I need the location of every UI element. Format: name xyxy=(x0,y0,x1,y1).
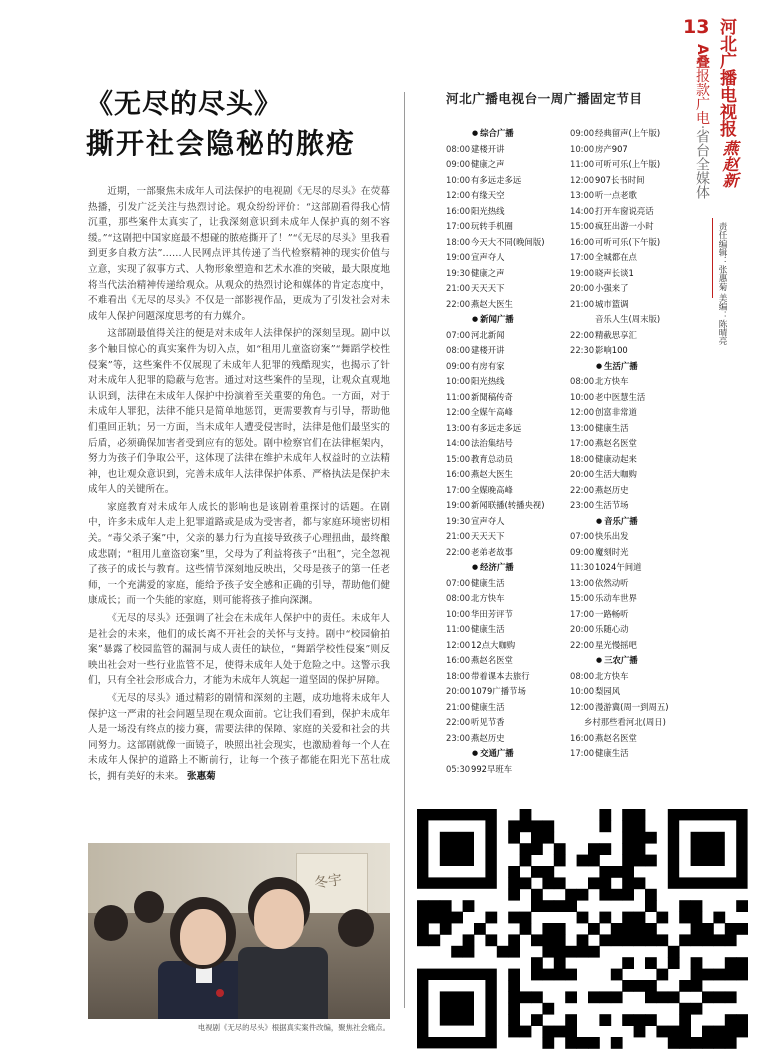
section-word: 叠 xyxy=(694,54,710,69)
schedule-program: 创富非常道 xyxy=(595,407,637,417)
schedule-time: 16:00 xyxy=(446,205,471,216)
schedule-program: 华田芳评节 xyxy=(471,608,513,619)
schedule-time: 15:00 xyxy=(570,593,595,603)
schedule-time: 21:00 xyxy=(446,283,471,293)
schedule-time: 11:00 xyxy=(446,391,471,402)
schedule-row xyxy=(570,142,700,158)
schedule-program: 疯狂出游一小时 xyxy=(595,221,654,231)
headline-title: 《无尽的尽头》 xyxy=(86,89,282,120)
schedule-time: 12:00 xyxy=(446,190,471,200)
schedule-program: 玩转手机圈 xyxy=(471,221,513,231)
schedule-program: 全媒午高峰 xyxy=(471,407,513,417)
schedule-time: 08:00 xyxy=(446,593,471,603)
schedule-row xyxy=(570,560,700,576)
schedule-time: 21:00 xyxy=(446,701,471,712)
schedule-program: 乐随心动 xyxy=(595,624,629,634)
schedule-channel-heading: ● 交通广播 xyxy=(446,746,576,762)
schedule-time: 07:00 xyxy=(446,329,471,340)
schedule-row xyxy=(446,343,576,359)
schedule-row xyxy=(570,297,700,313)
schedule-program: 魔刻时光 xyxy=(595,546,629,557)
schedule-time: 12:00 xyxy=(570,174,595,185)
schedule-time: 10:00 xyxy=(446,608,471,619)
schedule-time: 08:00 xyxy=(570,670,595,681)
schedule-row xyxy=(570,576,700,592)
article-paragraph: 近期，一部聚焦未成年人司法保护的电视剧《无尽的尽头》在荧幕热播，引发广泛关注与热烈讨论。观众纷纷评价：“这部剧看得我心情沉重，那些案件太真实了，让我深刻意识到未成年人保护真的刻不容缓。”“这剧把中国家庭最不想碰的脓疮撕开了！”“《无尽的尽头》里我看到更多自救方法”……人民网点评其传递了当代检察精神的现实价值与立意，实现了叙事方式、人物形象塑造和艺术水准的突破，最大限度地将当代法治精神传递给观众。从观众的热烈讨论和媒体的肯定态度中，不难看出《无尽的尽头》不仅是一部影视作品，更成为了引发社会对未成年人保护问题深度思考的有力媒介。 xyxy=(88,186,390,322)
headline xyxy=(86,88,416,162)
newspaper-script-logo: 燕赵新 xyxy=(720,140,739,188)
schedule-program: 天天天下 xyxy=(471,531,505,541)
schedule-row xyxy=(446,452,576,468)
schedule-time: 07:00 xyxy=(446,577,471,588)
schedule-channel-heading: ● 新闻广播 xyxy=(446,312,576,328)
schedule-time: 18:00 xyxy=(570,453,595,464)
schedule-program: 带着课本去旅行 xyxy=(471,670,530,681)
schedule-row xyxy=(570,421,700,437)
schedule-time: 17:00 xyxy=(446,484,471,495)
schedule-title: 河北广播电视台一周广播固定节目 xyxy=(446,91,643,106)
schedule-program: 健康之声 xyxy=(471,159,505,169)
schedule-row xyxy=(446,359,576,375)
schedule-time: 16:00 xyxy=(446,655,471,665)
schedule-time: 22:00 xyxy=(570,329,595,340)
schedule-row xyxy=(570,281,700,297)
crowd-head xyxy=(94,905,128,941)
schedule-time: 20:00 xyxy=(446,686,471,696)
schedule-row xyxy=(570,374,700,390)
schedule-time: 11:30 xyxy=(570,562,595,572)
schedule-program-continued: 乡村那些看河北(周日) xyxy=(584,717,666,727)
schedule-time: 07:00 xyxy=(570,531,595,541)
schedule-program: 打开车窗说亮话 xyxy=(595,205,654,216)
section-letter: A xyxy=(694,44,710,55)
schedule-row xyxy=(570,452,700,468)
schedule-row xyxy=(446,514,576,530)
section-subtitle-end: 省台全媒体 xyxy=(694,129,710,200)
schedule-time: 05:30 xyxy=(446,763,471,774)
schedule-program: 健康生活 xyxy=(595,748,629,758)
schedule-row xyxy=(570,483,700,499)
schedule-program: 老弟老故事 xyxy=(471,546,513,557)
schedule-program: 建楼开讲 xyxy=(471,345,505,355)
schedule-column-left xyxy=(446,126,576,777)
schedule-row xyxy=(446,235,576,251)
masthead-rule xyxy=(712,218,713,298)
schedule-time: 16:00 xyxy=(570,236,595,247)
schedule-program: 健康动起来 xyxy=(595,453,637,464)
schedule-program: 漫游冀(周一到周五) xyxy=(595,701,669,712)
schedule-row xyxy=(446,576,576,592)
schedule-row xyxy=(570,436,700,452)
article-author: 张惠菊 xyxy=(187,770,216,782)
schedule-row xyxy=(446,328,576,344)
schedule-time: 09:00 xyxy=(570,128,595,138)
schedule-row xyxy=(446,669,576,685)
schedule-program: 燕赵历史 xyxy=(595,484,629,495)
man-face xyxy=(254,889,304,949)
schedule-time: 19:00 xyxy=(570,267,595,278)
schedule-row xyxy=(570,390,700,406)
poster-calligraphy: 冬宇 xyxy=(313,872,344,892)
schedule-time: 09:00 xyxy=(446,159,471,169)
schedule-program: 健康生活 xyxy=(471,577,505,588)
schedule-row xyxy=(570,669,700,685)
schedule-column-right xyxy=(570,126,700,762)
schedule-time: 13:00 xyxy=(446,422,471,433)
schedule-time: 10:00 xyxy=(446,174,471,185)
schedule-row xyxy=(446,700,576,716)
schedule-program: 快乐出发 xyxy=(595,531,629,541)
schedule-time: 16:00 xyxy=(570,732,595,743)
schedule-row xyxy=(446,638,576,654)
schedule-program: 12点大咖购 xyxy=(471,639,516,650)
schedule-program: 听见节香 xyxy=(471,717,505,727)
article-paragraph: 家庭教育对未成年人成长的影响也是该剧着重探讨的话题。在剧中，许多未成年人走上犯罪道路或是成为受害者，都与家庭环境密切相关。“毒父杀子案”中，父亲的暴力行为直接导致孩子心理扭曲，最终酿成悲剧；“租用儿童盗窃案”里，父母为了利益将孩子“出租”，完全忽视了孩子的成长与教育。这些情节深刻地反映出，父母是孩子的第一任老师，一个充满爱的家庭，能给予孩子安全感和正确的引导，帮助他们健康成长；而一个失能的家庭，则可能将孩子推向深渊。 xyxy=(88,501,390,607)
schedule-program: 北方快车 xyxy=(595,670,629,681)
schedule-program: 健康生活 xyxy=(471,701,505,712)
schedule-time: 22:00 xyxy=(570,639,595,650)
schedule-time: 14:00 xyxy=(446,438,471,448)
schedule-time: 17:00 xyxy=(570,252,595,262)
article-paragraph: 这部剧最值得关注的便是对未成年人法律保护的深刻呈现。剧中以多个触目惊心的真实案件为切入点，如“租用儿童盗窃案”“舞蹈学校性侵案”等，这些案件不仅展现了未成年人犯罪的残酷现实，也揭示了针对未成年人犯罪的隐蔽与危害。通过对这些案件的呈现，让观众直观地认识到，法律在未成年人保护中扮演着至关重要的角色。一方面，对于未成年人罪犯，法律不能只是简单地惩罚，更需要教育与引导，帮助他们重回正轨；另一方面，当未成年人遭受侵害时，法律是他们最坚实的后盾，必须确保加害者受到应有的惩处。剧中检察官们在法律框架内，努力为孩子们争取公平，这体现了法律在维护未成年人权益时的立法精神，也让观众意识到，完善未成年人法律保护体系、严格执法是保护未成年人的关键所在。 xyxy=(88,328,390,496)
schedule-program: 全城都在点 xyxy=(595,252,637,262)
schedule-program: 新聞稿传奇 xyxy=(471,391,513,402)
schedule-row xyxy=(570,529,700,545)
schedule-channel-heading: ● 三农广播 xyxy=(570,653,700,669)
schedule-time: 15:00 xyxy=(446,453,471,464)
schedule-program: 星光慢摇吧 xyxy=(595,639,637,650)
schedule-row xyxy=(446,529,576,545)
schedule-time: 23:00 xyxy=(446,732,471,743)
schedule-program: 听一点老歌 xyxy=(595,190,637,200)
schedule-row xyxy=(570,467,700,483)
schedule-program: 健康生活 xyxy=(471,624,505,634)
schedule-row xyxy=(446,374,576,390)
schedule-time: 10:00 xyxy=(570,686,595,696)
schedule-time: 12:00 xyxy=(570,701,595,712)
schedule-row xyxy=(446,188,576,204)
schedule-row xyxy=(446,281,576,297)
schedule-row xyxy=(570,746,700,762)
schedule-row xyxy=(446,204,576,220)
schedule-time: 20:00 xyxy=(570,469,595,479)
schedule-program: 一路畅听 xyxy=(595,608,629,619)
schedule-row xyxy=(570,545,700,561)
schedule-time: 22:00 xyxy=(446,717,471,727)
qr-code[interactable] xyxy=(405,803,762,1060)
schedule-row xyxy=(446,436,576,452)
man-jacket xyxy=(238,947,328,1019)
schedule-row xyxy=(446,591,576,607)
schedule-program: 可听可乐(上午版) xyxy=(595,159,661,169)
schedule-time: 17:00 xyxy=(446,221,471,231)
schedule-program: 有缘天空 xyxy=(471,190,505,200)
qr-code-graphic xyxy=(405,803,762,1060)
schedule-program: 今天大不同(晚间版) xyxy=(471,236,545,247)
schedule-program: 依然动听 xyxy=(595,577,629,588)
schedule-program-continued: 音乐人生(周末版) xyxy=(595,314,661,324)
schedule-program: 晓声长谈1 xyxy=(595,267,634,278)
schedule-program: 燕赵名医堂 xyxy=(595,438,637,448)
schedule-time: 20:00 xyxy=(570,624,595,634)
article-paragraph: 《无尽的尽头》还强调了社会在未成年人保护中的责任。未成年人是社会的未来，他们的成长离不开社会的关怀与支持。剧中“校园偷拍案”暴露了校园监管的漏洞与成人责任的缺位，“舞蹈学校性侵案”则反映出社会对一些行业监管不足，使得未成年人处于危险之中。这警示我们，只有全社会形成合力，才能为未成年人筑起一道坚固的保护屏障。 xyxy=(88,613,390,687)
schedule-channel-heading: ● 经济广播 xyxy=(446,560,576,576)
schedule-program: 健康之声 xyxy=(471,267,505,278)
schedule-row xyxy=(446,142,576,158)
schedule-program: 宣声夺人 xyxy=(471,252,505,262)
schedule-time: 22:30 xyxy=(570,345,595,355)
schedule-row xyxy=(446,421,576,437)
schedule-time: 09:00 xyxy=(446,360,471,371)
schedule-row xyxy=(570,498,700,514)
schedule-program: 北方快车 xyxy=(595,376,629,386)
schedule-row xyxy=(446,219,576,235)
schedule-row xyxy=(446,715,576,731)
schedule-program: 房产907 xyxy=(595,143,628,154)
newspaper-name: 河北广播电视报 xyxy=(716,18,736,137)
schedule-program: 北方快车 xyxy=(471,593,505,603)
schedule-program: 有房有家 xyxy=(471,360,505,371)
schedule-time: 19:30 xyxy=(446,267,471,278)
article-paragraph xyxy=(88,691,390,785)
schedule-row xyxy=(570,405,700,421)
schedule-row xyxy=(570,126,700,142)
schedule-program: 全媒晚高峰 xyxy=(471,484,513,495)
schedule-time: 22:00 xyxy=(446,298,471,309)
schedule-row xyxy=(570,343,700,359)
schedule-time: 11:00 xyxy=(570,159,595,169)
photo-caption: 电视剧《无尽的尽头》根据真实案件改编，聚焦社会痛点。 xyxy=(197,1023,390,1032)
schedule-row xyxy=(570,235,700,251)
schedule-row xyxy=(446,266,576,282)
schedule-row xyxy=(446,250,576,266)
section-separator: · xyxy=(694,124,710,130)
schedule-time: 10:00 xyxy=(570,391,595,402)
schedule-time: 08:00 xyxy=(570,376,595,386)
schedule-time: 10:00 xyxy=(446,376,471,386)
schedule-program: 健康生活 xyxy=(595,422,629,433)
schedule-time: 23:00 xyxy=(570,500,595,510)
schedule-time: 17:00 xyxy=(570,748,595,758)
schedule-program: 河北新闻 xyxy=(471,329,505,340)
article-paragraph-text: 《无尽的尽头》通过精彩的剧情和深刻的主题，成功地将未成年人保护这一严肃的社会问题呈现在观众面前。它让我们看到，保护未成年人是一场没有终点的接力赛，需要法律的保障、家庭的关爱和社会的共同努力。这部剧就像一面镜子，映照出社会现实，也激励着每一个人在未成年人保护的道路上不断前行，让每一个孩子都能在阳光下茁壮成长，拥有美好的未来。 xyxy=(88,693,390,782)
schedule-program: 乐动车世界 xyxy=(595,593,637,603)
schedule-time: 18:00 xyxy=(446,236,471,247)
schedule-row xyxy=(570,328,700,344)
schedule-program: 城市篮调 xyxy=(595,298,629,309)
schedule-row xyxy=(446,483,576,499)
uniform-badge xyxy=(216,989,224,997)
schedule-row xyxy=(570,219,700,235)
schedule-time: 19:30 xyxy=(446,515,471,526)
schedule-row xyxy=(570,638,700,654)
schedule-program: 建楼开讲 xyxy=(471,143,505,154)
schedule-channel-heading: ● 音乐广播 xyxy=(570,514,700,530)
schedule-time: 13:00 xyxy=(570,190,595,200)
schedule-row xyxy=(570,684,700,700)
schedule-program: 有多远走多远 xyxy=(471,174,522,185)
schedule-program: 小强来了 xyxy=(595,283,629,293)
schedule-row xyxy=(570,591,700,607)
schedule-program: 经典留声(上午版) xyxy=(595,128,661,138)
schedule-time: 22:00 xyxy=(570,484,595,495)
schedule-time: 17:00 xyxy=(570,608,595,619)
crowd-head xyxy=(338,909,374,947)
schedule-program: 燕赵名医堂 xyxy=(471,655,513,665)
schedule-row xyxy=(446,157,576,173)
schedule-program: 精截思享汇 xyxy=(595,329,637,340)
schedule-time: 13:00 xyxy=(570,422,595,433)
schedule-program: 教育总动员 xyxy=(471,453,513,464)
schedule-program: 可听可乐(下午版) xyxy=(595,236,661,247)
editor-credits: 责任编辑：张惠菊 美编：陈晴亮 xyxy=(717,222,727,346)
schedule-time: 09:00 xyxy=(570,546,595,557)
schedule-row xyxy=(446,762,576,778)
section-label xyxy=(694,44,710,199)
schedule-time: 20:00 xyxy=(570,283,595,293)
schedule-row xyxy=(446,545,576,561)
schedule-program: 梨园风 xyxy=(595,686,621,696)
schedule-channel-heading: ● 综合广播 xyxy=(446,126,576,142)
schedule-row xyxy=(446,173,576,189)
schedule-channel-heading: ● 生活广播 xyxy=(570,359,700,375)
schedule-program: 燕赵名医堂 xyxy=(595,732,637,743)
section-subtitle: 报款广电 xyxy=(694,68,710,125)
schedule-time: 12:00 xyxy=(570,407,595,417)
schedule-row xyxy=(570,622,700,638)
schedule-program: 法治集结号 xyxy=(471,438,513,448)
article-body xyxy=(88,184,390,787)
schedule-row xyxy=(446,297,576,313)
schedule-time: 10:00 xyxy=(570,143,595,154)
schedule-program: 燕赵大医生 xyxy=(471,469,513,479)
schedule-program: 生活节场 xyxy=(595,500,629,510)
headline-subtitle: 撕开社会隐秘的脓疮 xyxy=(86,127,357,160)
schedule-row xyxy=(446,405,576,421)
schedule-time: 14:00 xyxy=(570,205,595,216)
schedule-row xyxy=(570,731,700,747)
schedule-time: 08:00 xyxy=(446,143,471,154)
schedule-time: 19:00 xyxy=(446,252,471,262)
schedule-row xyxy=(446,607,576,623)
schedule-time: 21:00 xyxy=(570,298,595,309)
schedule-program: 燕赵大医生 xyxy=(471,298,513,309)
schedule-row xyxy=(570,607,700,623)
schedule-program: 影响100 xyxy=(595,345,628,355)
schedule-row xyxy=(446,653,576,669)
schedule-program: 天天天下 xyxy=(471,283,505,293)
prosecutor-face xyxy=(180,909,226,965)
schedule-row xyxy=(570,173,700,189)
drama-still-photo xyxy=(88,843,390,1019)
schedule-time: 17:00 xyxy=(570,438,595,448)
schedule-time: 08:00 xyxy=(446,345,471,355)
schedule-program: 有多远走多远 xyxy=(471,422,522,433)
schedule-program: 阳光热线 xyxy=(471,376,505,386)
schedule-program: 燕赵历史 xyxy=(471,732,505,743)
schedule-program: 阳光热线 xyxy=(471,205,505,216)
schedule-time: 12:00 xyxy=(446,407,471,417)
schedule-program: 1079广播节场 xyxy=(471,686,526,696)
schedule-program: 907长书时间 xyxy=(595,174,645,185)
schedule-row xyxy=(446,622,576,638)
schedule-program: 老中医慧生活 xyxy=(595,391,646,402)
schedule-time: 19:00 xyxy=(446,500,471,510)
schedule-row xyxy=(446,498,576,514)
schedule-time: 11:00 xyxy=(446,624,471,634)
schedule-row xyxy=(570,157,700,173)
schedule-time: 12:00 xyxy=(446,639,471,650)
schedule-row xyxy=(570,250,700,266)
schedule-row xyxy=(570,700,700,716)
schedule-row xyxy=(570,204,700,220)
schedule-row xyxy=(446,467,576,483)
schedule-row xyxy=(446,684,576,700)
schedule-program: 1024午间道 xyxy=(595,562,642,572)
schedule-program: 新闻联播(转播央视) xyxy=(471,500,545,510)
schedule-time: 16:00 xyxy=(446,469,471,479)
page-number: 13 xyxy=(683,16,710,38)
crowd-head xyxy=(134,891,164,923)
schedule-row xyxy=(570,266,700,282)
schedule-program: 生活大咖购 xyxy=(595,469,637,479)
schedule-time: 18:00 xyxy=(446,670,471,681)
schedule-program: 宣声夺人 xyxy=(471,515,505,526)
schedule-row xyxy=(446,731,576,747)
schedule-time: 15:00 xyxy=(570,221,595,231)
schedule-time: 13:00 xyxy=(570,577,595,588)
schedule-time: 22:00 xyxy=(446,546,471,557)
schedule-time: 21:00 xyxy=(446,531,471,541)
schedule-row xyxy=(570,188,700,204)
schedule-program: 992早班车 xyxy=(471,763,513,774)
schedule-row xyxy=(446,390,576,406)
